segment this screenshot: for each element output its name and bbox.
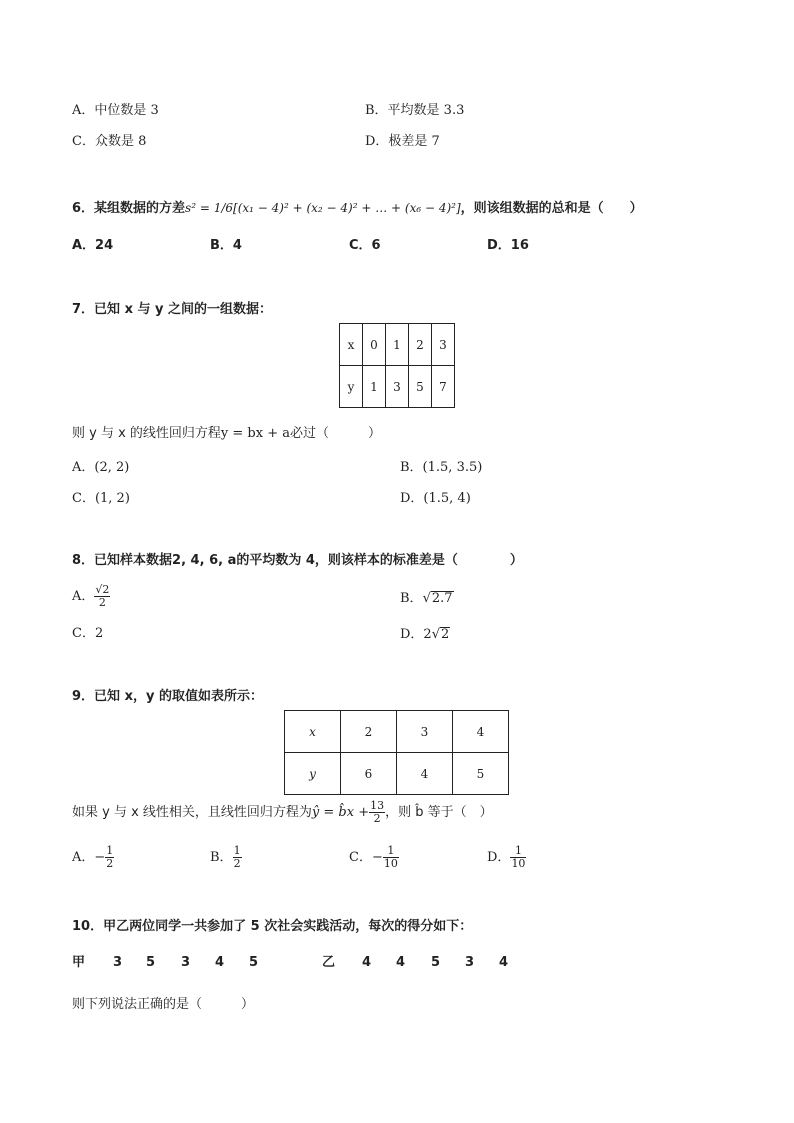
q7-y-label: y [340,366,363,408]
q7-y-cell: 7 [432,366,455,408]
q9-x-cell: 4 [453,711,509,753]
q5-option-d: D．极差是 7 [365,134,440,149]
q9-option-a: A．− $\frac{1}{2}$ [72,844,114,871]
q7-option-d: D．(1.5, 4) [400,491,471,506]
q8-option-a-label: A． [72,589,95,605]
q7-x-cell: 0 [363,324,386,366]
q5-option-a: A．中位数是 3 [72,103,159,118]
q10-yi-score: 4 [499,955,509,970]
q7-x-cell: 2 [409,324,432,366]
q9-option-d-fraction: $\frac{1}{10}$ [511,844,526,871]
q8-option-d-label: D．2 [400,627,432,642]
q9-option-d: D． $\frac{1}{10}$ [487,844,526,871]
q10-yi-score: 5 [431,955,441,970]
q6-formula: s² = 1/6[(x₁ − 4)² + (x₂ − 4)² + … + (x₆ − 4)²] [185,201,461,215]
q10-question: 则下列说法正确的是（ ） [72,997,255,1012]
q7-row-y [340,366,455,408]
q8-option-d-radicand: 2 [441,627,450,642]
q7-x-cell: 1 [386,324,409,366]
q7-stem: 7．已知 x 与 y 之间的一组数据： [72,302,273,317]
q6-option-a: A．24 [72,238,114,253]
q10-jia-label: 甲 [72,955,86,970]
q9-x-cell: 2 [341,711,397,753]
q10-yi-score: 4 [396,955,406,970]
q10-jia-score: 3 [181,955,191,970]
q9-option-b-fraction: $\frac{1}{2}$ [233,844,241,871]
q10-yi-label: 乙 [322,955,336,970]
q9-question-pre: 如果 y 与 x 线性相关，且线性回归方程为 [72,805,312,821]
q9-x-cell: 3 [397,711,453,753]
q5-option-c: C．众数是 8 [72,134,147,149]
q7-question-text: 则 y 与 x 的线性回归方程 [72,426,221,441]
q7-question-post: 必过（ ） [289,426,381,441]
q7-option-b: B．(1.5, 3.5) [400,460,483,475]
q6-option-c: C．6 [349,238,381,253]
q8-option-a [72,584,110,609]
q6-stem-pre: 6．某组数据的方差 [72,201,186,216]
q9-option-a-fraction: $\frac{1}{2}$ [106,844,114,871]
q7-option-a: A．(2, 2) [72,460,130,475]
q6-stem [72,202,643,215]
q7-x-label: x [340,324,363,366]
q8-option-b-label: B． [400,591,423,606]
q9-stem: 9．已知 x，y 的取值如表所示： [72,689,263,704]
q10-yi-score: 4 [362,955,372,970]
q7-y-cell: 5 [409,366,432,408]
q9-equation: ŷ = b̂x + [311,805,370,821]
q7-row-x [340,324,455,366]
q10-jia-score: 5 [249,955,259,970]
q7-data-table [339,323,455,408]
q7-option-c: C．(1, 2) [72,491,130,506]
q8-option-a-fraction: $\frac{√2}{2}$ [95,583,110,610]
q9-equation-fraction: $\frac{13}{2}$ [370,799,385,826]
q8-stem: 8．已知样本数据2, 4, 6, a的平均数为 4，则该样本的标准差是（ ） [72,553,523,568]
q9-x-label: x [285,711,341,753]
q10-yi-score: 3 [465,955,475,970]
q9-y-cell: 6 [341,753,397,795]
q9-row-x [285,711,509,753]
q9-row-y [285,753,509,795]
q8-option-b: B．√2.7 [400,591,453,606]
q7-equation: y = bx + a [220,426,290,441]
q9-data-table [284,710,509,795]
q6-stem-post: ，则该组数据的总和是（ ） [460,201,643,216]
q8-option-d: D．2√2 [400,627,450,642]
q8-option-c: C．2 [72,626,104,641]
q7-question [72,427,381,440]
q7-x-cell: 3 [432,324,455,366]
q10-jia-score: 3 [113,955,123,970]
q9-option-c-fraction: $\frac{1}{10}$ [383,844,398,871]
q10-jia-score: 4 [215,955,225,970]
q9-option-c: C．− $\frac{1}{10}$ [349,844,398,871]
q6-option-d: D．16 [487,238,529,253]
q7-y-cell: 3 [386,366,409,408]
q9-question [72,800,493,825]
q9-y-label: y [285,753,341,795]
q10-jia-score: 5 [146,955,156,970]
q9-question-post: ，则 b̂ 等于（ ） [385,805,493,821]
q10-stem: 10．甲乙两位同学一共参加了 5 次社会实践活动，每次的得分如下： [72,919,473,934]
q5-option-b: B．平均数是 3.3 [365,103,465,118]
q9-option-b: B． $\frac{1}{2}$ [210,844,241,871]
q9-y-cell: 5 [453,753,509,795]
q9-y-cell: 4 [397,753,453,795]
q8-option-b-radicand: 2.7 [431,591,453,606]
q6-option-b: B．4 [210,238,242,253]
q7-y-cell: 1 [363,366,386,408]
